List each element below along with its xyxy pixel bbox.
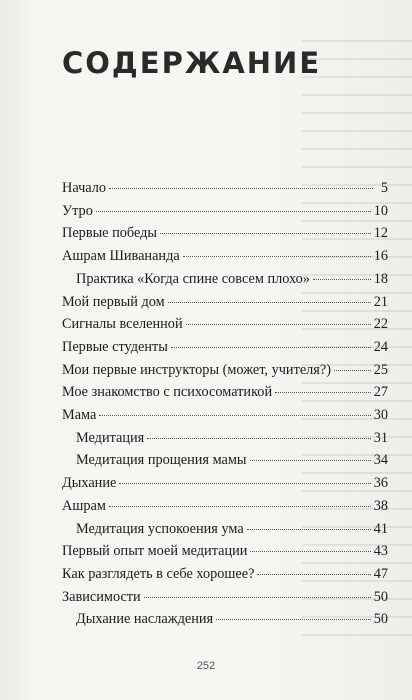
dot-leader <box>147 438 370 439</box>
toc-entry-title: Медитация прощения мамы <box>76 452 247 469</box>
dot-leader <box>247 529 371 530</box>
dot-leader <box>183 256 371 257</box>
toc-entry-page: 47 <box>373 565 388 582</box>
toc-entry-page: 25 <box>373 361 388 378</box>
toc-entry-page: 31 <box>373 429 388 446</box>
dot-leader <box>186 324 371 325</box>
page-title: СОДЕРЖАНИЕ <box>62 46 322 80</box>
toc-entry-page: 5 <box>380 180 388 196</box>
toc-entry-title: Мое знакомство с психосоматикой <box>62 384 273 401</box>
toc-entry-title: Сигналы вселенной <box>62 316 183 333</box>
toc-entry <box>62 427 388 450</box>
dot-leader <box>109 188 373 189</box>
dot-leader <box>250 551 370 552</box>
toc-entry-title: Дыхание наслаждения <box>76 611 214 628</box>
toc-entry-page: 50 <box>373 611 388 628</box>
toc-entry <box>62 222 388 245</box>
toc-entry-page: 21 <box>373 293 388 310</box>
toc-entry <box>62 608 388 631</box>
dot-leader <box>171 347 371 348</box>
toc-entry <box>62 336 388 359</box>
toc-entry-title: Первый опыт моей медитации <box>62 543 248 560</box>
toc-entry <box>62 359 388 382</box>
toc-entry-page: 12 <box>373 225 388 242</box>
dot-leader <box>250 460 371 461</box>
dot-leader <box>313 279 371 280</box>
toc-entry <box>62 449 388 472</box>
toc-entry-title: Мама <box>62 407 97 424</box>
dot-leader <box>109 506 371 507</box>
toc-entry-title: Утро <box>62 202 93 219</box>
toc-entry-page: 16 <box>373 248 388 265</box>
toc-entry-page: 36 <box>373 475 388 492</box>
dot-leader <box>257 574 370 575</box>
toc-entry <box>62 472 388 495</box>
page-number: 252 <box>196 660 216 672</box>
toc-entry <box>62 200 388 223</box>
toc-entry-page: 18 <box>373 270 388 287</box>
toc-entry-page: 22 <box>373 316 388 333</box>
toc-entry-page: 50 <box>373 588 388 605</box>
dot-leader <box>160 233 371 234</box>
toc-entry <box>62 586 388 609</box>
dot-leader <box>119 483 370 484</box>
table-of-contents <box>62 177 388 631</box>
toc-entry-title: Практика «Когда спине совсем плохо» <box>76 270 310 287</box>
toc-entry-page: 43 <box>373 543 388 560</box>
toc-entry <box>62 245 388 268</box>
toc-entry-page: 27 <box>373 384 388 401</box>
toc-entry-title: Ашрам Шивананда <box>62 248 180 265</box>
toc-entry <box>62 404 388 427</box>
dot-leader <box>216 619 371 620</box>
dot-leader <box>144 597 371 598</box>
toc-entry <box>62 540 388 563</box>
toc-entry-title: Как разглядеть в себе хорошее? <box>62 565 255 582</box>
toc-entry-title: Начало <box>62 180 107 196</box>
toc-entry-title: Дыхание <box>62 475 117 492</box>
toc-entry-page: 10 <box>373 202 388 219</box>
dot-leader <box>275 392 371 393</box>
dot-leader <box>96 211 371 212</box>
toc-entry-title: Первые студенты <box>62 338 168 355</box>
toc-entry-title: Ашрам <box>62 497 106 514</box>
toc-entry-page: 24 <box>373 338 388 355</box>
toc-entry-title: Мои первые инструкторы (может, учителя?) <box>62 361 331 378</box>
toc-entry <box>62 313 388 336</box>
toc-entry-title: Мой первый дом <box>62 293 165 310</box>
toc-entry-title: Медитация <box>76 429 145 446</box>
toc-entry <box>62 381 388 404</box>
toc-entry-page: 34 <box>373 452 388 469</box>
toc-entry-page: 30 <box>373 407 388 424</box>
toc-entry <box>62 563 388 586</box>
toc-entry <box>62 291 388 314</box>
toc-entry-page: 38 <box>373 497 388 514</box>
dot-leader <box>334 370 371 371</box>
dot-leader <box>99 415 370 416</box>
toc-entry-title: Первые победы <box>62 225 158 242</box>
toc-entry-title: Зависимости <box>62 588 141 605</box>
dot-leader <box>168 302 371 303</box>
toc-entry <box>62 518 388 541</box>
toc-entry-title: Медитация успокоения ума <box>76 520 244 537</box>
toc-entry <box>62 268 388 291</box>
toc-entry <box>62 177 388 200</box>
toc-entry <box>62 495 388 518</box>
toc-entry-page: 41 <box>373 520 388 537</box>
